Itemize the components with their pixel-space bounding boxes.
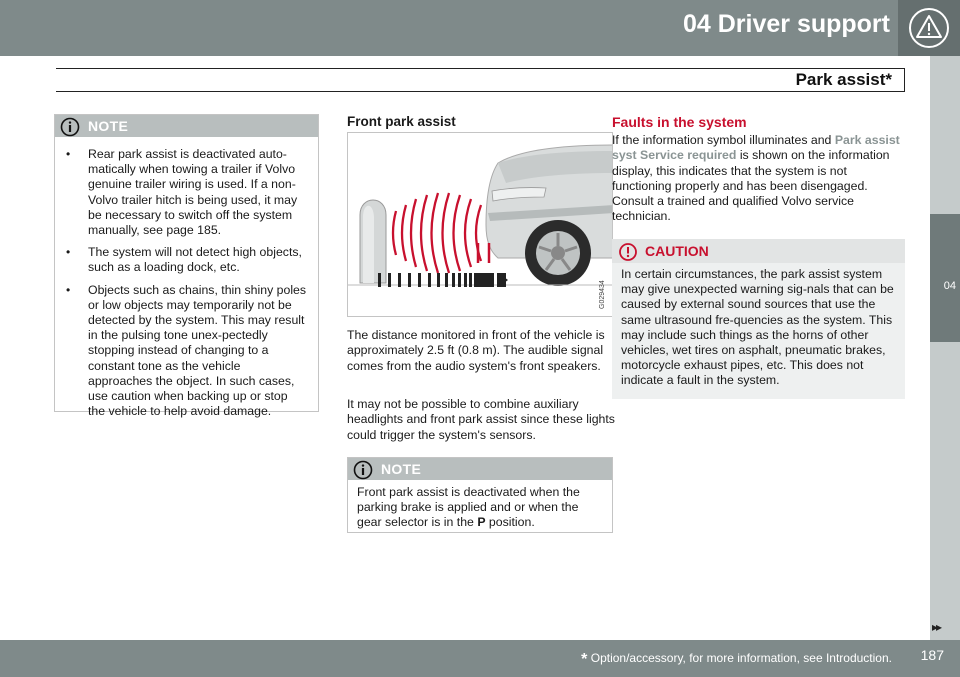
info-icon xyxy=(352,460,374,480)
chapter-title: 04 Driver support xyxy=(682,10,890,38)
note-box-middle xyxy=(347,457,613,533)
figure-code: G029434 xyxy=(599,280,606,309)
page-number: 187 xyxy=(920,647,944,663)
note-text xyxy=(348,480,612,531)
paragraph-faults xyxy=(612,133,905,225)
note-header xyxy=(55,115,318,137)
list-item: • The system will not detect high objects, such as a loading dock, etc. xyxy=(63,245,308,275)
park-assist-illustration xyxy=(347,132,613,317)
chapter-tab[interactable] xyxy=(930,214,960,342)
faults-heading: Faults in the system xyxy=(612,114,747,130)
note-label: NOTE xyxy=(88,118,129,134)
faults-text-part: is shown on the information display, this indicates that the system is not functioning properly and has been disengaged. Consult a trained and qualified Volvo service technician. xyxy=(612,148,890,224)
caution-box xyxy=(612,239,905,399)
chapter-tab-label: 04 xyxy=(943,280,956,292)
note-box-left xyxy=(54,114,319,419)
list-item: • Rear park assist is deactivated auto-matically when towing a trailer if Volvo genuine trailer wiring is used. If a non-Volvo trailer hitch is being used, it may be necessary to switch off the system manually, see page 185. xyxy=(63,147,308,238)
caution-label: CAUTION xyxy=(645,243,709,259)
footnote xyxy=(581,651,892,669)
note-text-part: Front park assist is deactivated when the parking brake is applied and or when the gear selector is in the xyxy=(357,485,580,530)
double-chevron-right-icon[interactable]: ▸▸ xyxy=(931,620,940,634)
side-strip-lower xyxy=(930,342,960,640)
section-bar xyxy=(56,68,905,92)
paragraph-aux-headlights: It may not be possible to combine auxiliary headlights and front park assist since these lights could trigger the system's sensors. xyxy=(347,397,615,442)
info-icon xyxy=(59,117,81,137)
note-list xyxy=(55,137,318,436)
caution-icon xyxy=(618,243,638,261)
caution-text: In certain circumstances, the park assist system may give unexpected warning sig-nals that can be caused by external sound sources that use the same ultrasound fre-quencies as the system. This may include such things as the horns of other vehicles, wet tires on asphalt, pneumatic brakes, motorcycle exhaust pipes, etc. This does not indicate a fault in the system. xyxy=(621,267,894,388)
section-title: Park assist* xyxy=(795,70,892,89)
paragraph-distance: The distance monitored in front of the vehicle is approximately 2.5 ft (0.8 m). The audible signal comes from the audio system's front speakers. xyxy=(347,328,605,373)
side-strip xyxy=(930,56,960,214)
display-message: Park assist syst Service required xyxy=(612,133,900,163)
caution-header xyxy=(612,239,905,263)
note-text-part: position. xyxy=(485,515,535,530)
gear-p-label: P xyxy=(477,515,486,530)
note-header xyxy=(348,458,612,480)
list-item: • Objects such as chains, thin shiny poles or low objects may temporarily not be detected by the system. This may result in the pulsing tone unex-pectedly stopping instead of changing to a constant tone as the vehicle approaches the object. In such cases, use caution when backing up or stop the vehicle to help avoid damage. xyxy=(63,283,308,420)
warning-triangle-icon xyxy=(898,0,960,56)
footnote-text: Option/accessory, for more information, see Introduction. xyxy=(587,651,892,665)
footnote-star: * xyxy=(581,651,588,668)
front-park-assist-heading: Front park assist xyxy=(347,114,456,129)
note-label: NOTE xyxy=(381,461,422,477)
faults-text-part: If the information symbol illuminates and xyxy=(612,133,835,147)
